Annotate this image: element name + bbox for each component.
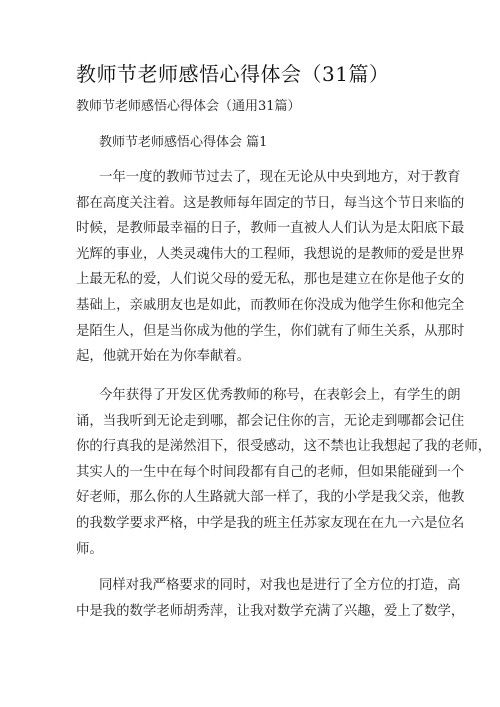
paragraph-line: 其实人的一生中在每个时间段都有自己的老师，但如果能碰到一个 [76, 464, 465, 480]
paragraph-line: 中是我的数学老师胡秀萍，让我对数学充满了兴趣，爱上了数学， [76, 603, 465, 619]
paragraph-line: 同样对我严格要求的同时，对我也是进行了全方位的打造，高 [99, 578, 461, 593]
paragraph-line: 诵，当我听到无论走到哪，都会记住你的言，无论走到哪都会记住 [76, 413, 465, 429]
paragraph-2 [76, 383, 492, 562]
paragraph-line: 上最无私的爱，人们说父母的爱无私，那也是建立在你是他子女的 [76, 272, 465, 288]
document-title: 教师节老师感悟心得体会（31篇） [76, 62, 390, 86]
paragraph-line: 今年获得了开发区优秀教师的称号，在表彰会上，有学生的朗 [99, 388, 461, 403]
paragraph-line: 的我数学要求严格，中学是我的班主任苏家友现在在九一六是位名 [76, 515, 465, 531]
paragraph-line: 一年一度的教师节过去了，现在无论从中央到地方，对于教育 [99, 170, 461, 185]
paragraph-line: 好老师，那么你的人生路就大部一样了，我的小学是我父亲，他教 [76, 490, 465, 506]
paragraph-line: 起，他就开始在为你奉献着。 [76, 349, 251, 365]
paragraph-3 [76, 573, 465, 624]
paragraph-1 [76, 165, 465, 370]
paragraph-line: 都在高度关注着。这是教师每年固定的节日，每当这个节日来临的 [76, 195, 465, 211]
paragraph-line: 基础上，亲戚朋友也是如此，而教师在你没成为他学生你和他完全 [76, 297, 465, 313]
document-subtitle: 教师节老师感悟心得体会（通用31篇） [76, 99, 301, 114]
paragraph-line: 你的行真我的是涕然泪下，很受感动，这不禁也让我想起了我的老师， [76, 439, 492, 455]
paragraph-line: 是陌生人，但是当你成为他的学生，你们就有了师生关系，从那时 [76, 323, 465, 339]
paragraph-line: 时候，是教师最幸福的日子，教师一直被人人们认为是太阳底下最 [76, 221, 465, 237]
section-heading: 教师节老师感悟心得体会 篇1 [99, 135, 268, 150]
paragraph-line: 师。 [76, 541, 103, 557]
paragraph-line: 光辉的事业，人类灵魂伟大的工程师，我想说的是教师的爱是世界 [76, 246, 465, 262]
